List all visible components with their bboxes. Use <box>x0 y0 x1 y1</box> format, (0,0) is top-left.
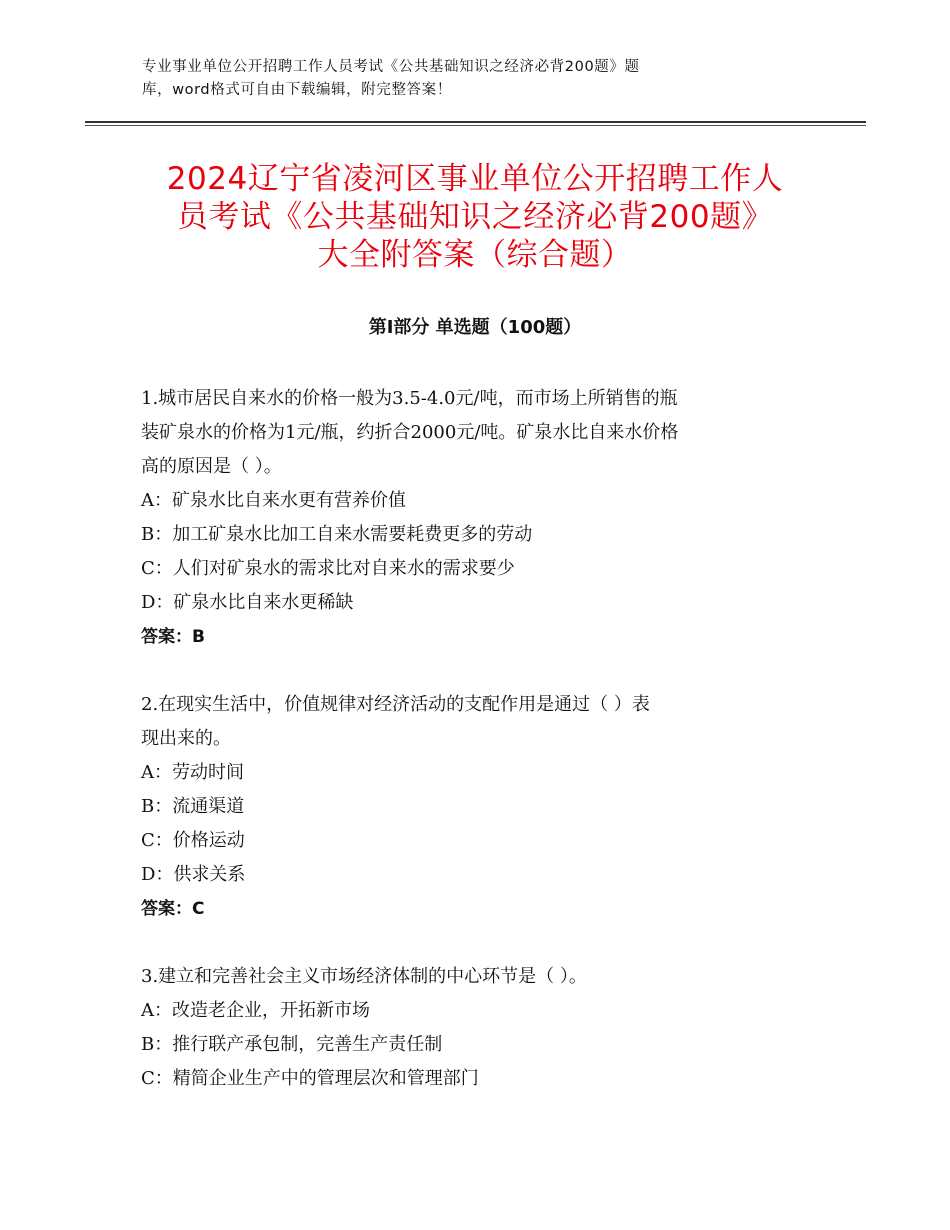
question-block <box>141 382 811 654</box>
option-c: C：人们对矿泉水的需求比对自来水的需求要少 <box>141 558 515 579</box>
question-block <box>141 960 811 1096</box>
header-note-line: 专业事业单位公开招聘工作人员考试《公共基础知识之经济必背200题》题 <box>142 59 640 75</box>
answer-line <box>141 892 811 926</box>
title-line: 大全附答案（综合题） <box>317 237 633 273</box>
section-title: 第Ⅰ部分 单选题（100题） <box>368 317 582 338</box>
answer-value: C <box>192 899 205 919</box>
title-line: 2024辽宁省凌河区事业单位公开招聘工作人 <box>166 161 784 197</box>
option-a: A：矿泉水比自来水更有营养价值 <box>141 490 406 511</box>
title-line: 员考试《公共基础知识之经济必背200题》 <box>176 199 774 235</box>
answer-value: B <box>192 627 205 647</box>
question-stem-line: 现出来的。 <box>141 728 231 749</box>
option-a: A：改造老企业，开拓新市场 <box>141 1000 370 1021</box>
question-block <box>141 688 811 926</box>
option-c: C：价格运动 <box>141 830 245 851</box>
question-stem-line: 装矿泉水的价格为1元/瓶，约折合2000元/吨。矿泉水比自来水价格 <box>141 422 679 443</box>
option-d: D：矿泉水比自来水更稀缺 <box>141 592 354 613</box>
option-b: B：加工矿泉水比加工自来水需要耗费更多的劳动 <box>141 524 533 545</box>
option-b: B：流通渠道 <box>141 796 245 817</box>
question-stem-line: 高的原因是（ ）。 <box>141 456 282 477</box>
option-c: C：精简企业生产中的管理层次和管理部门 <box>141 1068 479 1089</box>
question-stem-line: 2.在现实生活中，价值规律对经济活动的支配作用是通过（ ）表 <box>141 694 650 715</box>
document-title <box>100 160 850 274</box>
question-stem-line: 3.建立和完善社会主义市场经济体制的中心环节是（ ）。 <box>141 966 587 987</box>
header-note <box>142 56 782 102</box>
header-divider <box>85 121 866 123</box>
option-a: A：劳动时间 <box>141 762 244 783</box>
option-b: B：推行联产承包制，完善生产责任制 <box>141 1034 443 1055</box>
header-note-line: 库，word格式可自由下载编辑，附完整答案！ <box>142 82 452 98</box>
option-d: D：供求关系 <box>141 864 246 885</box>
answer-line <box>141 620 811 654</box>
header-divider-thin <box>85 125 866 126</box>
answer-label: 答案： <box>141 627 192 647</box>
answer-label: 答案： <box>141 899 192 919</box>
question-stem-line: 1.城市居民自来水的价格一般为3.5-4.0元/吨，而市场上所销售的瓶 <box>141 388 678 409</box>
